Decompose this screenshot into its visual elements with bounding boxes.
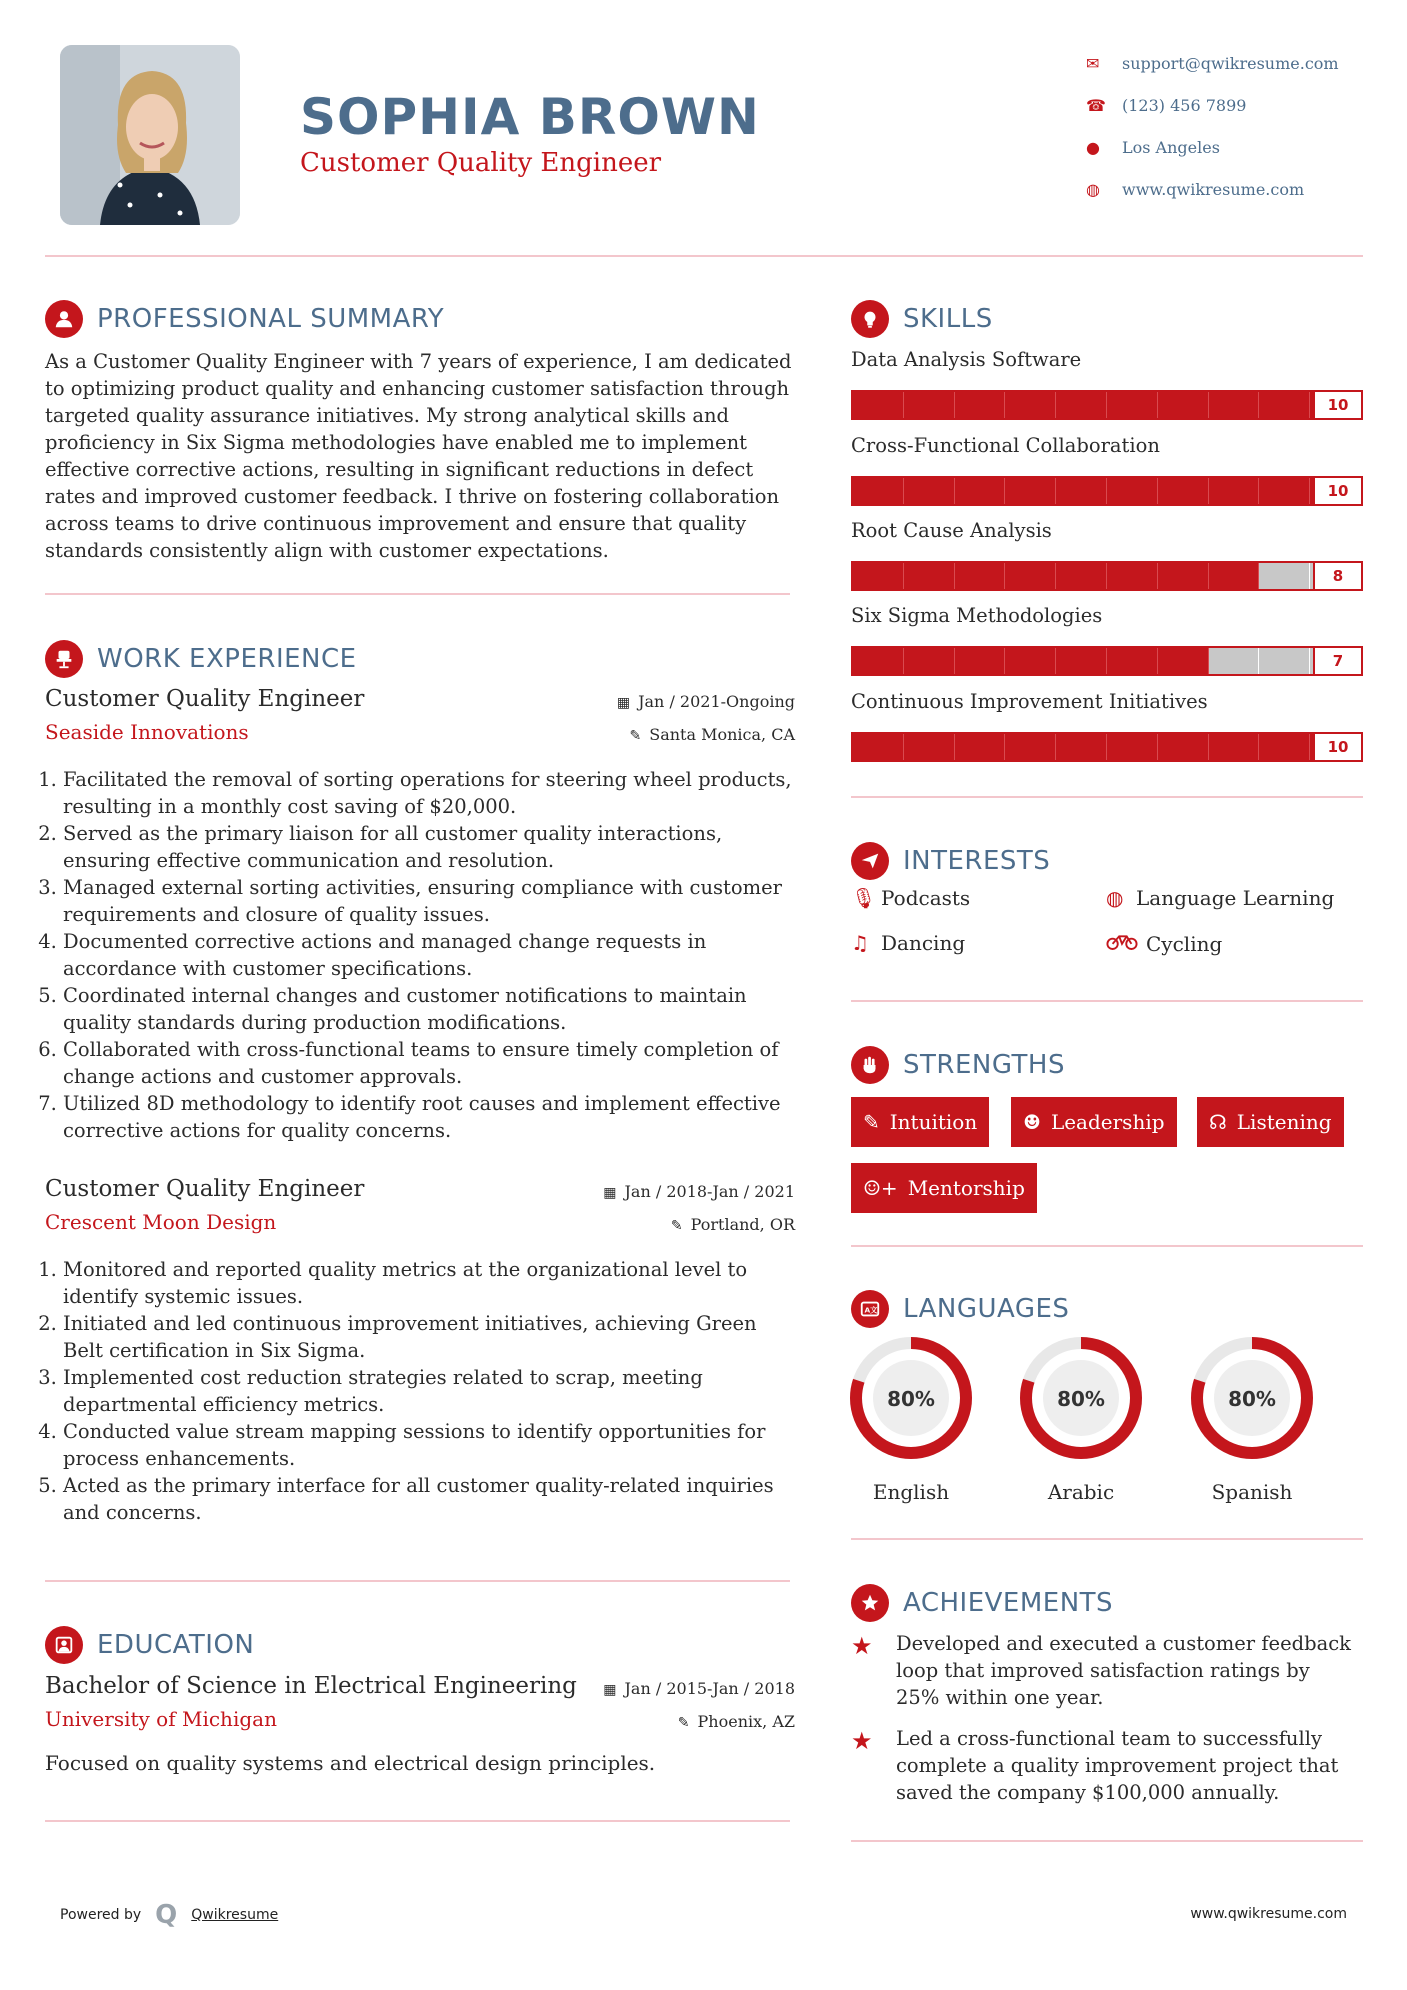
skill-bar-segment — [904, 563, 955, 589]
skill-bar-segment — [955, 392, 1006, 418]
achievement-text: Developed and executed a customer feedback loop that improved satisfaction ratings by 25% within one year. — [896, 1632, 1351, 1709]
interest-item — [851, 931, 965, 955]
skill-bar-segment — [1005, 392, 1056, 418]
skill-bar-segment — [853, 563, 904, 589]
skill-bar-segment — [1259, 478, 1310, 504]
language-item — [1190, 1336, 1314, 1504]
language-name: English — [872, 1480, 950, 1504]
skill-bar-segment — [1056, 648, 1107, 674]
footer-powered — [60, 1900, 278, 1930]
strengths-title: STRENGTHS — [903, 1050, 1065, 1080]
strength-label: Listening — [1236, 1110, 1332, 1134]
education-school: University of Michigan — [45, 1707, 277, 1731]
interest-item — [1106, 931, 1222, 956]
bicycle-icon — [1106, 931, 1146, 956]
strength-badge — [851, 1163, 1037, 1213]
language-percent: 80% — [1228, 1387, 1276, 1411]
skill-bar-segment — [904, 648, 955, 674]
list-item: 3. Implemented cost reduction strategies related to scrap, meeting departmental efficiency metrics. — [63, 1364, 795, 1418]
calendar-icon: ▦ — [616, 695, 631, 711]
skill-bar-segment — [1005, 478, 1056, 504]
skill-bar-segment — [1056, 478, 1107, 504]
skill-name: Root Cause Analysis — [851, 519, 1052, 542]
achievements-heading — [851, 1584, 1113, 1622]
interest-label: Dancing — [881, 931, 966, 955]
contact-phone[interactable] — [1086, 84, 1339, 126]
contact-location-text: Los Angeles — [1122, 137, 1220, 157]
skill-bar-segment — [1158, 563, 1209, 589]
skill-bar-segment — [1056, 734, 1107, 760]
skill-level: 10 — [1313, 392, 1361, 418]
skill-name: Cross-Functional Collaboration — [851, 434, 1160, 457]
pushpin-icon: ✎ — [629, 728, 642, 744]
skill-level: 10 — [1313, 478, 1361, 504]
language-item — [849, 1336, 973, 1504]
star-icon: ★ — [851, 1727, 873, 1755]
language-percent: 80% — [1057, 1387, 1105, 1411]
education-heading — [45, 1626, 254, 1664]
skill-bar-segment — [904, 734, 955, 760]
job-entry-1 — [45, 686, 795, 1144]
job-date — [617, 692, 795, 711]
achievements-title: ACHIEVEMENTS — [903, 1588, 1114, 1618]
skill-bar-segment — [955, 734, 1006, 760]
skills-title: SKILLS — [903, 304, 993, 334]
skill-bar-segment — [1107, 563, 1158, 589]
skills-divider — [851, 796, 1363, 798]
skill-bar-segment — [904, 392, 955, 418]
contact-list — [1086, 42, 1339, 210]
achievement-item — [851, 1725, 1361, 1806]
list-item: 1. Facilitated the removal of sorting operations for steering wheel products, resulting in a monthly cost saving of $20,000. — [63, 766, 795, 820]
contact-email-text: support@qwikresume.com — [1122, 53, 1339, 73]
graduate-icon — [45, 1626, 83, 1664]
strength-badge — [1011, 1097, 1177, 1147]
job-entry-2 — [45, 1176, 795, 1526]
strengths-divider — [851, 1245, 1363, 1247]
education-entry — [45, 1673, 795, 1775]
contact-location — [1086, 126, 1339, 168]
skill-bar-segment — [1107, 478, 1158, 504]
skill-bar-segment — [1158, 478, 1209, 504]
list-item: 2. Initiated and led continuous improvement initiatives, achieving Green Belt certification in Six Sigma. — [63, 1310, 795, 1364]
skill-bar-segment — [1259, 392, 1310, 418]
list-item: 7. Utilized 8D methodology to identify root causes and implement effective corrective actions for quality concerns. — [63, 1090, 795, 1144]
achievement-text: Led a cross-functional team to successfully complete a quality improvement project that saved the company $100,000 annually. — [896, 1727, 1339, 1804]
skill-item — [851, 690, 1363, 756]
calendar-icon: ▦ — [603, 1682, 617, 1698]
summary-divider — [45, 593, 790, 595]
paper-plane-icon — [851, 842, 889, 880]
interest-label: Podcasts — [881, 886, 971, 910]
language-name: Arabic — [1047, 1480, 1115, 1504]
translate-icon — [851, 1290, 889, 1328]
job-company: Crescent Moon Design — [45, 1210, 277, 1234]
interest-label: Cycling — [1146, 931, 1223, 956]
strengths-heading — [851, 1046, 1065, 1084]
profile-photo — [60, 45, 240, 225]
skill-bar-segment — [853, 478, 904, 504]
envelope-icon: ✉ — [1086, 53, 1100, 73]
strength-badge — [851, 1097, 989, 1147]
powered-by-text: Powered by — [60, 1907, 142, 1923]
list-item: 4. Conducted value stream mapping sessions to identify opportunities for process enhancements. — [63, 1418, 795, 1472]
skill-bar-segment — [1209, 392, 1260, 418]
skill-bar-segment — [955, 478, 1006, 504]
skill-bar-segment — [1056, 563, 1107, 589]
user-icon — [45, 300, 83, 338]
user-plus-icon: ☺+ — [863, 1176, 898, 1200]
skill-bar-segment — [1158, 648, 1209, 674]
language-item — [1019, 1336, 1143, 1504]
pushpin-icon: ✎ — [670, 1218, 683, 1234]
skill-name: Six Sigma Methodologies — [851, 604, 1103, 627]
skill-item — [851, 604, 1363, 670]
contact-email[interactable] — [1086, 42, 1339, 84]
strength-label: Leadership — [1050, 1110, 1165, 1134]
language-percent: 80% — [887, 1387, 935, 1411]
skill-bar-segment — [955, 648, 1006, 674]
globe-icon: ◍ — [1106, 886, 1124, 910]
phone-icon: ☎ — [1086, 95, 1106, 115]
achievements-divider — [851, 1840, 1363, 1842]
education-divider — [45, 1820, 790, 1822]
list-item: 1. Monitored and reported quality metrics at the organizational level to identify systemic issues. — [63, 1256, 795, 1310]
interest-label: Language Learning — [1136, 886, 1335, 910]
interests-heading — [851, 842, 1050, 880]
education-location — [678, 1712, 795, 1731]
globe-icon: ◍ — [1086, 179, 1100, 199]
job-date — [603, 1182, 795, 1201]
skill-bar-segment — [1107, 734, 1158, 760]
contact-phone-text: (123) 456 7899 — [1122, 95, 1247, 115]
skill-item — [851, 348, 1363, 414]
language-name: Spanish — [1211, 1480, 1293, 1504]
job-role: Customer Quality Engineer — [45, 686, 365, 712]
pushpin-icon: ✎ — [677, 1715, 690, 1731]
skill-bar-segment — [853, 734, 904, 760]
education-location-text: Phoenix, AZ — [697, 1712, 795, 1731]
experience-title: WORK EXPERIENCE — [97, 644, 357, 674]
users-icon: ☻ — [1023, 1110, 1041, 1134]
experience-divider — [45, 1580, 790, 1582]
list-item: 4. Documented corrective actions and managed change requests in accordance with customer specifications. — [63, 928, 795, 982]
svg-text:A文: A文 — [864, 1305, 878, 1315]
skill-bar-segment — [1209, 648, 1260, 674]
hand-icon — [851, 1046, 889, 1084]
job-location — [630, 725, 796, 744]
list-item: 2. Served as the primary liaison for all customer quality interactions, ensuring effective communication and resolution. — [63, 820, 795, 874]
skill-bar-segment — [955, 563, 1006, 589]
microphone-icon: 🎙 — [851, 886, 877, 910]
strength-label: Intuition — [889, 1110, 978, 1134]
strength-badge — [1197, 1097, 1344, 1147]
skill-bar — [851, 646, 1363, 676]
contact-website-text: www.qwikresume.com — [1122, 179, 1305, 199]
languages-title: LANGUAGES — [903, 1294, 1070, 1324]
skill-bar-segment — [1259, 648, 1310, 674]
job-date-text: Jan / 2021-Ongoing — [638, 692, 795, 711]
skill-bar-segment — [1209, 478, 1260, 504]
candidate-name: SOPHIA BROWN — [300, 88, 760, 146]
skill-bar-segment — [1107, 392, 1158, 418]
strength-label: Mentorship — [907, 1176, 1025, 1200]
summary-title: PROFESSIONAL SUMMARY — [97, 304, 445, 334]
achievement-item — [851, 1630, 1361, 1711]
candidate-title: Customer Quality Engineer — [300, 148, 662, 178]
music-note-icon: ♫ — [851, 931, 869, 955]
job-bullets — [45, 1256, 795, 1526]
skill-bar — [851, 390, 1363, 420]
list-item: 5. Acted as the primary interface for all customer quality-related inquiries and concerns. — [63, 1472, 795, 1526]
skill-bar-segment — [1005, 563, 1056, 589]
star-badge-icon — [851, 1584, 889, 1622]
skill-bar-segment — [853, 648, 904, 674]
education-degree: Bachelor of Science in Electrical Engineering — [45, 1673, 577, 1699]
language-ring — [1190, 1336, 1314, 1460]
qwikresume-logo-icon: Q — [155, 1900, 178, 1930]
skill-bar-segment — [1005, 648, 1056, 674]
skills-heading — [851, 300, 993, 338]
summary-text: As a Customer Quality Engineer with 7 years of experience, I am dedicated to optimizing product quality and enhancing customer satisfaction through targeted quality assurance initiatives. My strong analytical skills and proficiency in Six Sigma methodologies have enabled me to implement effective corrective actions, resulting in significant reductions in defect rates and improved customer feedback. I thrive on fostering collaboration across teams to drive continuous improvement and ensure that quality standards consistently align with customer expectations. — [45, 350, 792, 562]
language-ring — [849, 1336, 973, 1460]
skill-name: Data Analysis Software — [851, 348, 1082, 371]
skill-bar-segment — [1259, 563, 1310, 589]
languages-divider — [851, 1538, 1363, 1540]
job-location-text: Portland, OR — [690, 1215, 795, 1234]
summary-heading — [45, 300, 444, 338]
chair-icon — [45, 640, 83, 678]
interest-item — [851, 886, 970, 910]
education-title: EDUCATION — [97, 1630, 255, 1660]
list-item: 5. Coordinated internal changes and customer notifications to maintain quality standards during production modifications. — [63, 982, 795, 1036]
skill-bar — [851, 732, 1363, 762]
education-date — [603, 1679, 795, 1698]
skill-level: 10 — [1313, 734, 1361, 760]
list-item: 3. Managed external sorting activities, ensuring compliance with customer requirements and closure of quality issues. — [63, 874, 795, 928]
calendar-icon: ▦ — [603, 1185, 617, 1201]
list-item: 6. Collaborated with cross-functional teams to ensure timely completion of change actions and customer approvals. — [63, 1036, 795, 1090]
skill-item — [851, 434, 1363, 500]
job-location — [671, 1215, 795, 1234]
skill-bar-segment — [1158, 392, 1209, 418]
language-ring — [1019, 1336, 1143, 1460]
skill-level: 7 — [1313, 648, 1361, 674]
job-role: Customer Quality Engineer — [45, 1176, 365, 1202]
skill-bar — [851, 476, 1363, 506]
job-location-text: Santa Monica, CA — [649, 725, 795, 744]
skill-bar-segment — [904, 478, 955, 504]
job-bullets — [45, 766, 795, 1144]
job-date-text: Jan / 2018-Jan / 2021 — [624, 1182, 795, 1201]
skill-bar — [851, 561, 1363, 591]
star-icon: ★ — [851, 1632, 873, 1660]
contact-website[interactable] — [1086, 168, 1339, 210]
skill-bar-segment — [1209, 734, 1260, 760]
magic-wand-icon: ✎ — [863, 1110, 880, 1134]
skill-bar-segment — [1259, 734, 1310, 760]
brand-link[interactable]: Qwikresume — [191, 1907, 279, 1923]
job-company: Seaside Innovations — [45, 720, 249, 744]
skill-bar-segment — [853, 392, 904, 418]
skill-bar-segment — [1056, 392, 1107, 418]
footer-url[interactable]: www.qwikresume.com — [1190, 1906, 1347, 1922]
map-pin-icon: ● — [1086, 137, 1100, 157]
skill-bar-segment — [1005, 734, 1056, 760]
skill-bar-segment — [1209, 563, 1260, 589]
skill-name: Continuous Improvement Initiatives — [851, 690, 1208, 713]
experience-heading — [45, 640, 357, 678]
interest-item — [1106, 886, 1334, 910]
languages-heading — [851, 1290, 1069, 1328]
education-date-text: Jan / 2015-Jan / 2018 — [624, 1679, 795, 1698]
headphones-icon: ☊ — [1209, 1110, 1227, 1134]
skill-level: 8 — [1313, 563, 1361, 589]
interests-divider — [851, 1000, 1363, 1002]
skill-bar-segment — [1107, 648, 1158, 674]
lightbulb-icon — [851, 300, 889, 338]
skill-bar-segment — [1158, 734, 1209, 760]
education-description: Focused on quality systems and electrical design principles. — [45, 1751, 656, 1775]
header-divider — [45, 255, 1363, 257]
skill-item — [851, 519, 1363, 585]
interests-title: INTERESTS — [903, 846, 1051, 876]
